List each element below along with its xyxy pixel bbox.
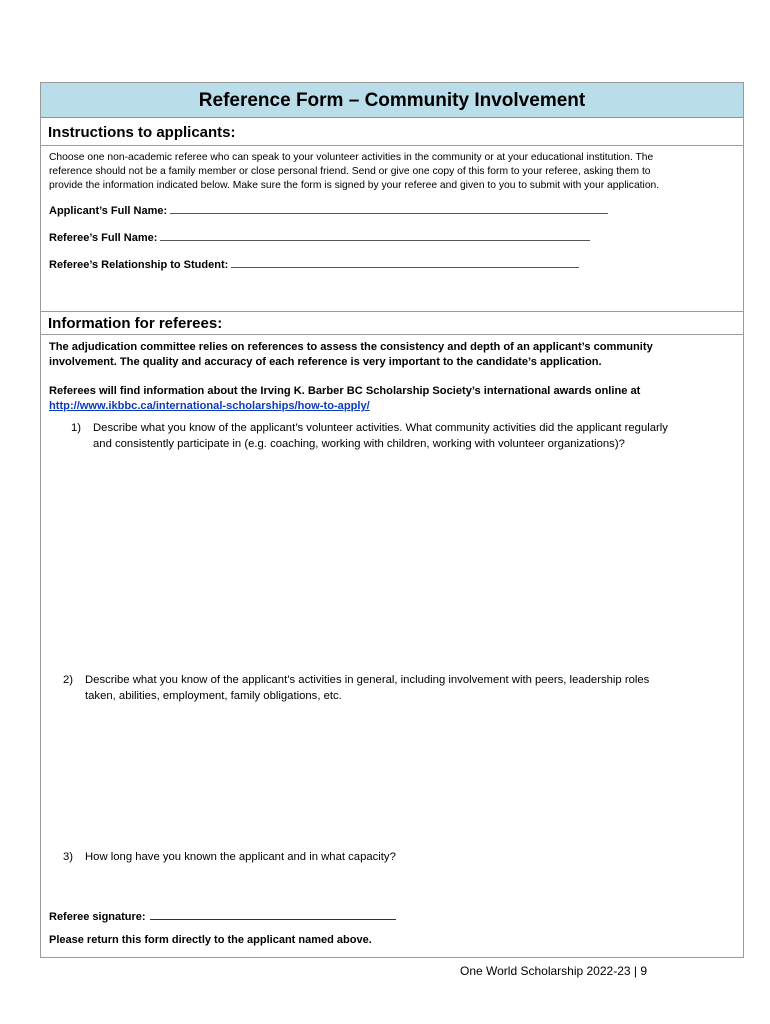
adjudication-line: involvement. The quality and accuracy of each reference is very important to the candidate’s application. — [49, 356, 602, 368]
signature-field[interactable] — [49, 909, 396, 923]
question-line: taken, abilities, employment, family obligations, etc. — [85, 689, 342, 702]
adjudication-line: The adjudication committee relies on references to assess the consistency and depth of an applicant’s community — [49, 341, 653, 353]
return-instruction: Please return this form directly to the applicant named above. — [49, 934, 372, 946]
instructions-text — [49, 151, 739, 193]
instructions-line: provide the information indicated below. Make sure the form is signed by your referee and given to you to submit with your application. — [49, 180, 660, 191]
adjudication-paragraph — [49, 340, 739, 370]
question-text — [85, 673, 649, 704]
relationship-label: Referee’s Relationship to Student: — [49, 259, 229, 271]
instructions-heading: Instructions to applicants: — [41, 119, 743, 146]
instructions-line: reference should not be a family member or close personal friend. Send or give one copy of this form to your referee, asking them to — [49, 166, 651, 177]
question-line: and consistently participate in (e.g. coaching, working with children, working with volunteer organizations)? — [93, 437, 625, 450]
question-line: Describe what you know of the applicant’s volunteer activities. What community activities did the applicant regularly — [93, 422, 668, 434]
signature-line[interactable] — [150, 909, 396, 920]
applicant-name-label: Applicant’s Full Name: — [49, 205, 168, 217]
question-line: Describe what you know of the applicant’s activities in general, including involvement with peers, leadership roles — [85, 674, 650, 686]
find-info-text: Referees will find information about the Irving K. Barber BC Scholarship Society’s international awards online at — [49, 385, 641, 397]
signature-label: Referee signature: — [49, 911, 146, 923]
question-line: How long have you known the applicant and in what capacity? — [85, 851, 396, 863]
apply-link[interactable]: http://www.ikbbc.ca/international-scholarships/how-to-apply/ — [49, 400, 370, 412]
question-text — [85, 850, 396, 866]
referee-name-line[interactable] — [160, 230, 590, 241]
question-number: 2) — [63, 674, 74, 686]
page-footer: One World Scholarship 2022-23 | 9 — [460, 964, 648, 978]
referees-heading: Information for referees: — [41, 311, 743, 335]
applicant-name-field[interactable] — [49, 203, 608, 217]
referee-name-field[interactable] — [49, 230, 590, 244]
instructions-line: Choose one non-academic referee who can speak to your volunteer activities in the community or at your educational institution. The — [49, 152, 654, 163]
question-number: 1) — [71, 422, 82, 434]
question-number: 3) — [63, 851, 74, 863]
referee-name-label: Referee’s Full Name: — [49, 232, 158, 244]
relationship-line[interactable] — [231, 257, 579, 268]
find-info-paragraph — [49, 384, 739, 414]
applicant-name-line[interactable] — [170, 203, 608, 214]
relationship-field[interactable] — [49, 257, 579, 271]
form-title: Reference Form – Community Involvement — [41, 83, 743, 118]
question-text — [93, 421, 668, 452]
reference-form — [40, 82, 744, 958]
